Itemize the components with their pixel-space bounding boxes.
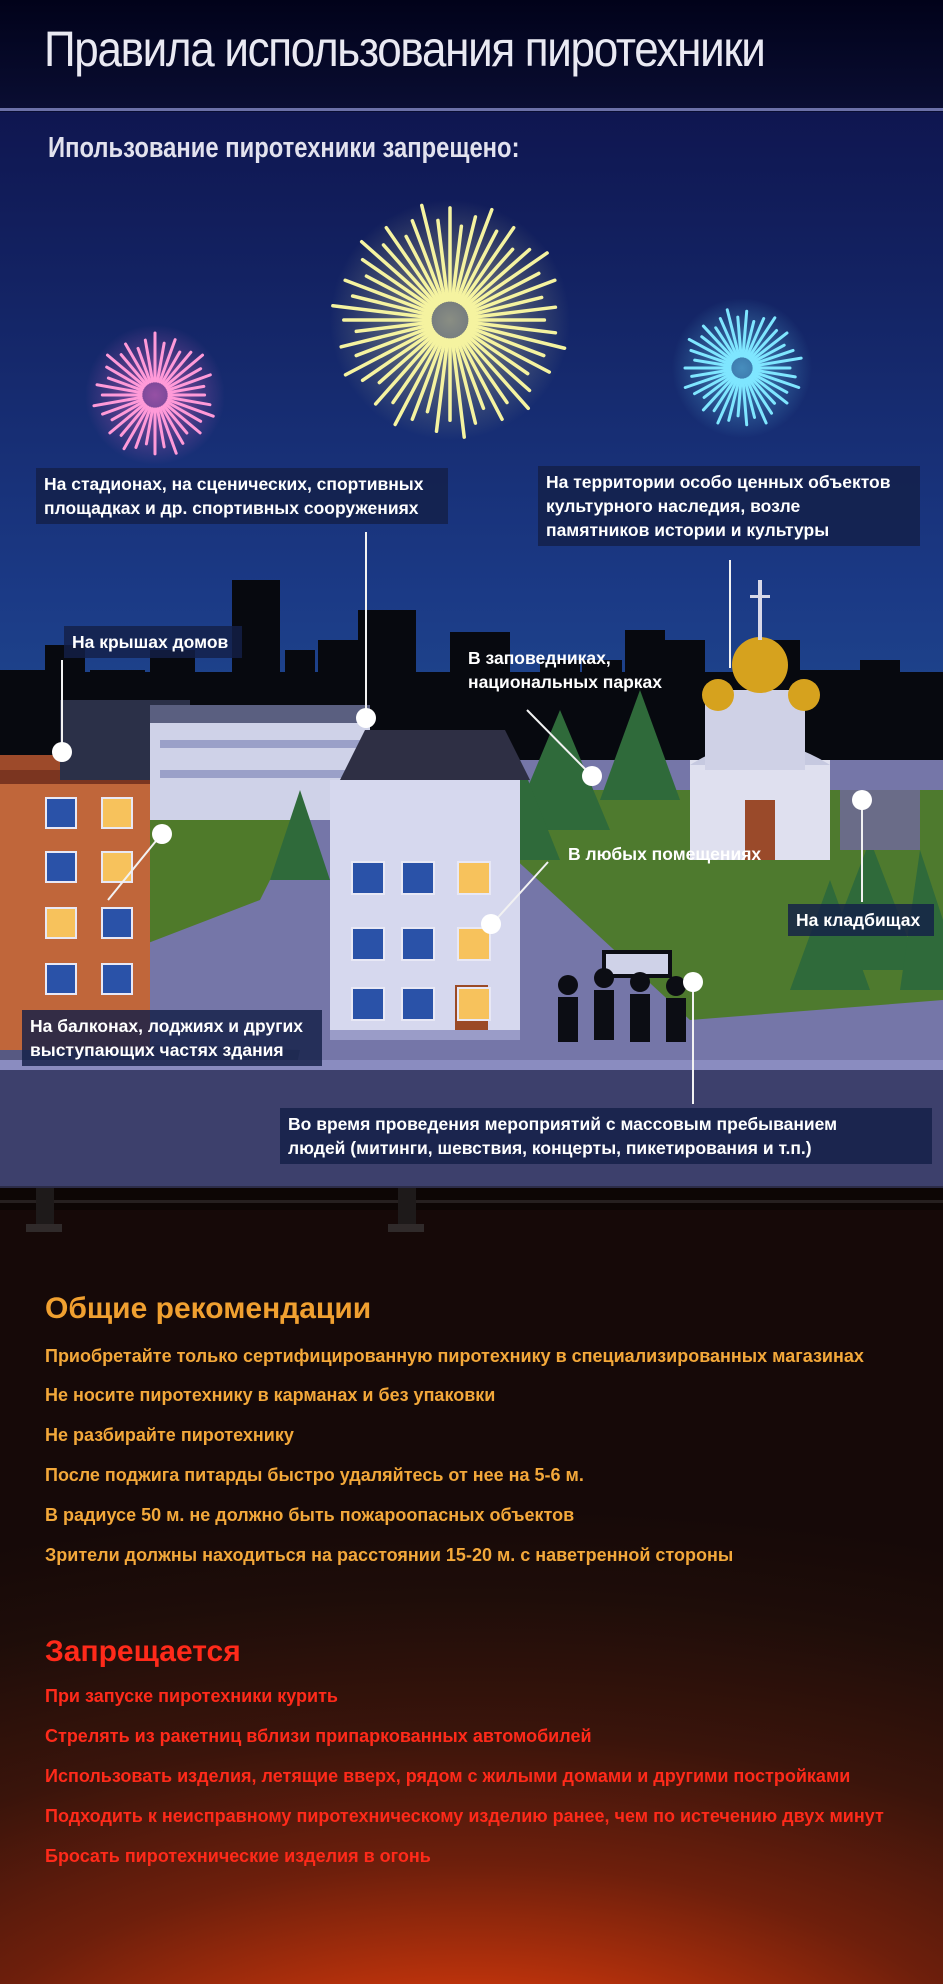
fence-decoration xyxy=(0,1188,943,1248)
prohibition-item: Использовать изделия, летящие вверх, рядом с жилыми домами и другими постройками xyxy=(45,1766,851,1786)
label-indoors: В любых помещениях xyxy=(568,844,762,864)
prohibition-item: Бросать пиротехнические изделия в огонь xyxy=(45,1846,431,1866)
label-cemeteries: На кладбищах xyxy=(788,904,934,936)
label-stadiums: На стадионах, на сценических, спортивных площадках и др. спортивных сооружениях xyxy=(36,468,448,524)
title-divider xyxy=(0,108,943,111)
page-title: Правила использования пиротехники xyxy=(44,21,765,77)
prohibition-item: При запуске пиротехники курить xyxy=(45,1686,339,1706)
recommendation-item: Не разбирайте пиротехнику xyxy=(45,1425,294,1445)
title-bar xyxy=(0,0,943,112)
label-roofs: На крышах домов xyxy=(64,626,242,658)
pink-firework xyxy=(85,325,225,465)
apartment-building-left xyxy=(0,755,160,1050)
label-heritage: На территории особо ценных объектов культурного наследия, возле памятников истории и культуры xyxy=(538,466,920,546)
blue-firework xyxy=(672,298,812,438)
label-reserves: В заповедниках, национальных парках xyxy=(468,648,663,692)
recommendation-item: Приобретайте только сертифицированную пиротехнику в специализированных магазинах xyxy=(45,1346,864,1366)
label-balconies: На балконах, лоджиях и других выступающих частях здания xyxy=(22,1010,322,1066)
prohibition-item: Стрелять из ракетниц вблизи припаркованных автомобилей xyxy=(45,1726,592,1746)
label-mass-events: Во время проведения мероприятий с массовым пребыванием людей (митинги, шевствия, концерты, пикетирования и т.п.) xyxy=(280,1108,932,1164)
recommendation-item: После поджига питарды быстро удаляйтесь от нее на 5-6 м. xyxy=(45,1465,584,1485)
recommendation-item: Не носите пиротехнику в карманах и без упаковки xyxy=(45,1385,496,1405)
recommendation-item: Зрители должны находиться на расстоянии 15-20 м. с наветренной стороны xyxy=(45,1545,734,1565)
prohibition-item: Подходить к неисправному пиротехническому изделию ранее, чем по истечению двух минут xyxy=(45,1806,884,1826)
yellow-firework xyxy=(330,200,570,440)
recommendations-heading: Общие рекомендации xyxy=(45,1292,372,1325)
prohibitions-heading: Запрещается xyxy=(45,1635,241,1668)
recommendation-item: В радиусе 50 м. не должно быть пожароопасных объектов xyxy=(45,1505,575,1525)
page-subtitle: Ипользование пиротехники запрещено: xyxy=(48,132,520,164)
